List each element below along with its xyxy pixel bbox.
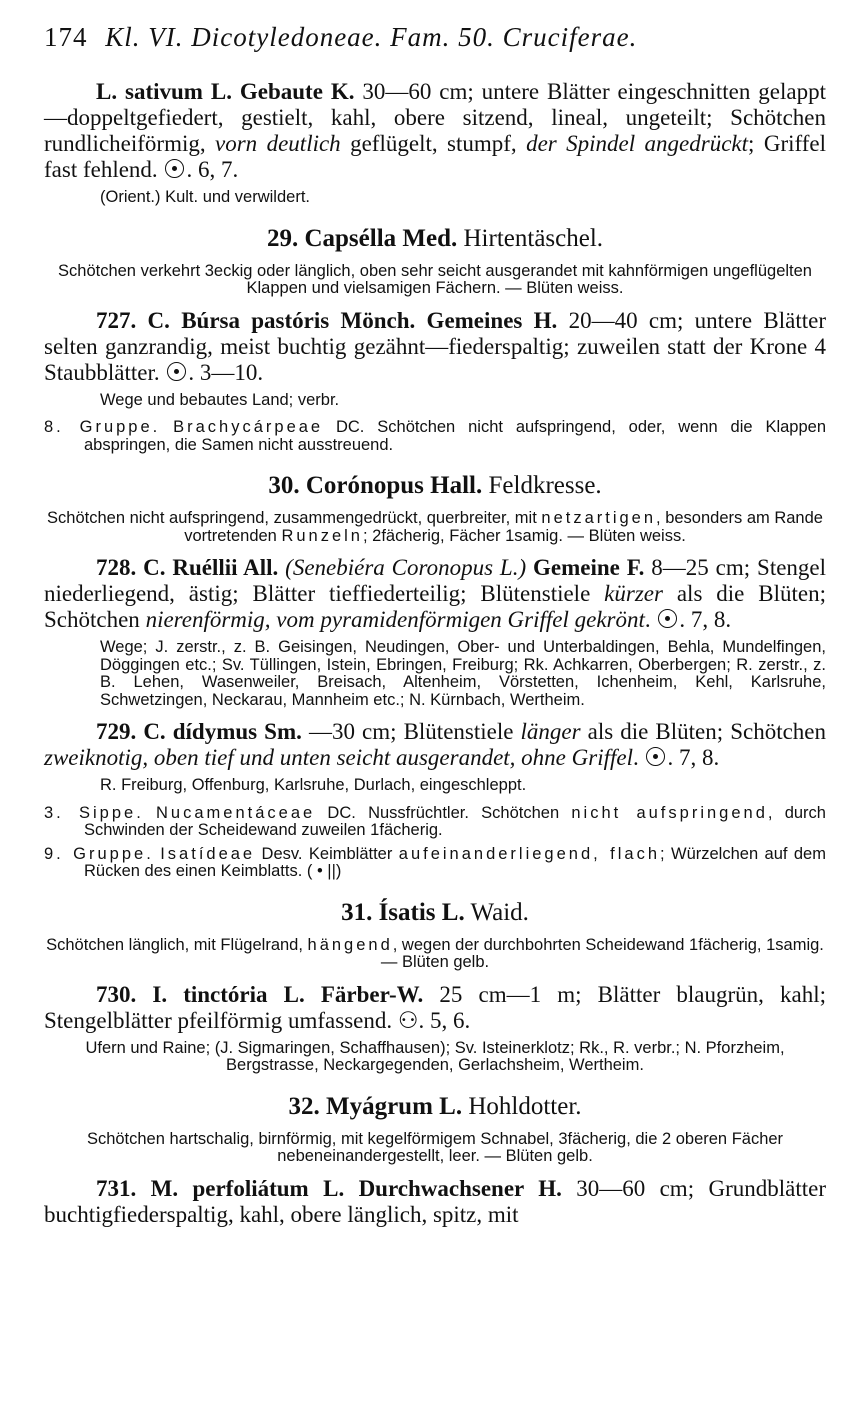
document-page: [44, 22, 826, 1228]
distribution-text: (Orient.) Kult. und verwildert.: [100, 188, 310, 206]
species-entry-bursa: 727. C. Búrsa pastóris Mönch. Gemeines H. 20—40 cm; untere Blätter selten ganzrandig, meist buchtig gezähnt—fiederspaltig; zuweilen statt der Krone 4 Staubblätter. . 3—10.: [44, 307, 826, 385]
annual-circle-icon: [165, 159, 184, 178]
genus-heading-myagrum: 32. Myágrum L. Hohldotter.: [288, 1092, 582, 1120]
page-number: 174: [44, 22, 88, 52]
species-entry-sativum: L. sativum L. Gebaute K. 30—60 cm; untere Blätter eingeschnitten gelappt—doppeltgefiedert, gestielt, kahl, obere sitzend, lineal, ungeteilt; Schötchen rundlicheiförmig, vorn deutlich geflügelt, stumpf, der Spindel angedrückt; Griffel fast fehlend. . 6, 7.: [44, 79, 826, 182]
species-entry-tinctoria: 730. I. tinctória L. Färber-W. 25 cm—1 m; Blätter blaugrün, kahl; Stengelblätter pfeilförmig umfassend. ⚇. 5, 6.: [44, 981, 826, 1033]
group-heading-8: 8. Gruppe. Brachycárpeae DC. Schötchen nicht aufspringend, oder, wenn die Klappen abspringen, die Samen nicht ausstreuend.: [44, 418, 826, 454]
species-entry-didymus: 729. C. dídymus Sm. —30 cm; Blütenstiele länger als die Blüten; Schötchen zweiknotig, oben tief und unten seicht ausgerandet, ohne Griffel. . 7, 8.: [44, 719, 827, 770]
genus-heading-capsella: 29. Capsélla Med. Hirtentäschel.: [266, 224, 604, 252]
species-name: 727. C. Búrsa pastóris Mönch. Gemeines H.: [96, 307, 558, 333]
species-name: 729. C. dídymus Sm.: [96, 719, 302, 744]
species-name: 731. M. perfoliátum L. Durchwachsener H.: [96, 1175, 562, 1201]
genus-heading-isatis: 31. Ísatis L. Waid.: [341, 898, 529, 926]
species-name: 730. I. tinctória L. Färber-W.: [96, 981, 424, 1007]
species-entry-ruellii: 728. C. Ruéllii All. (Senebiéra Coronopus L.) Gemeine F. 8—25 cm; Stengel niederliegend, ästig; Blätter tieffiederteilig; Blütenstiele kürzer als die Blüten; Schötchen nierenförmig, vom pyramidenförmigen Griffel gekrönt. . 7, 8.: [44, 555, 827, 632]
species-entry-perfoliatum: 731. M. perfoliátum L. Durchwachsener H. 30—60 cm; Grundblätter buchtigfiederspaltig, kahl, obere länglich, spitz, mit: [44, 1175, 826, 1227]
distribution-text: Ufern und Raine; (J. Sigmaringen, Schaffhausen); Sv. Isteinerklotz; Rk., R. verbr.; N. Pforzheim, Bergstrasse, Neckargegenden, Gerlachsheim, Wertheim.: [85, 1038, 785, 1074]
annual-circle-icon: [167, 362, 186, 381]
sippe-heading-3: 3. Sippe. Nucamentáceae DC. Nussfrüchtler. Schötchen nicht aufspringend, durch Schwinden der Scheidewand zuweilen 1fächerig.: [44, 803, 826, 839]
genus-description: Schötchen verkehrt 3eckig oder länglich, oben sehr seicht ausgerandet mit kahnförmigen ungeflügelten Klappen und vielsamigen Fächern. — Blüten weiss.: [58, 261, 812, 297]
genus-heading-coronopus: 30. Corónopus Hall. Feldkresse.: [268, 472, 602, 499]
annual-circle-icon: [646, 747, 665, 766]
distribution-text: R. Freiburg, Offenburg, Karlsruhe, Durlach, eingeschleppt.: [100, 776, 527, 794]
genus-description: Schötchen nicht aufspringend, zusammengedrückt, querbreiter, mit netzartigen, besonders am Rande vortretenden Runzeln; 2fächerig, Fächer 1samig. — Blüten weiss.: [47, 509, 823, 545]
genus-description: Schötchen hartschalig, birnförmig, mit kegelförmigem Schnabel, 3fächerig, die 2 oberen Fächer nebeneinandergestellt, leer. — Blüten gelb.: [86, 1129, 784, 1165]
annual-circle-icon: [658, 609, 677, 628]
running-header: [44, 22, 826, 53]
header-title: Kl. VI. Dicotyledoneae. Fam. 50. Cruciferae.: [105, 22, 638, 52]
group-heading-9: 9. Gruppe. Isatídeae Desv. Keimblätter aufeinanderliegend, flach; Würzelchen auf dem Rücken des einen Keimblatts. ( • ||): [44, 844, 826, 880]
biennial-icon: ⚇: [397, 1007, 419, 1033]
species-name: 728. C. Ruéllii All.: [96, 555, 279, 580]
species-name: L. sativum L. Gebaute K.: [96, 79, 355, 104]
genus-description: Schötchen länglich, mit Flügelrand, hängend, wegen der durchbohrten Scheidewand 1fächerig, 1samig. — Blüten gelb.: [46, 935, 824, 971]
distribution-text: Wege; J. zerstr., z. B. Geisingen, Neudingen, Ober- und Unterbaldingen, Behla, Mundelfingen, Döggingen etc.; Sv. Tüllingen, Istein, Ebringen, Freiburg; Rk. Achkarren, Oberbergen; R. zerstr., z. B. Lehen, Wasenweiler, Breisach, Altenheim, Vörstetten, Ichenheim, Kehl, Karlsruhe, Schwetzingen, Neckarau, Mannheim etc.; N. Kürnbach, Wertheim.: [100, 638, 826, 709]
distribution-text: Wege und bebautes Land; verbr.: [100, 390, 340, 409]
